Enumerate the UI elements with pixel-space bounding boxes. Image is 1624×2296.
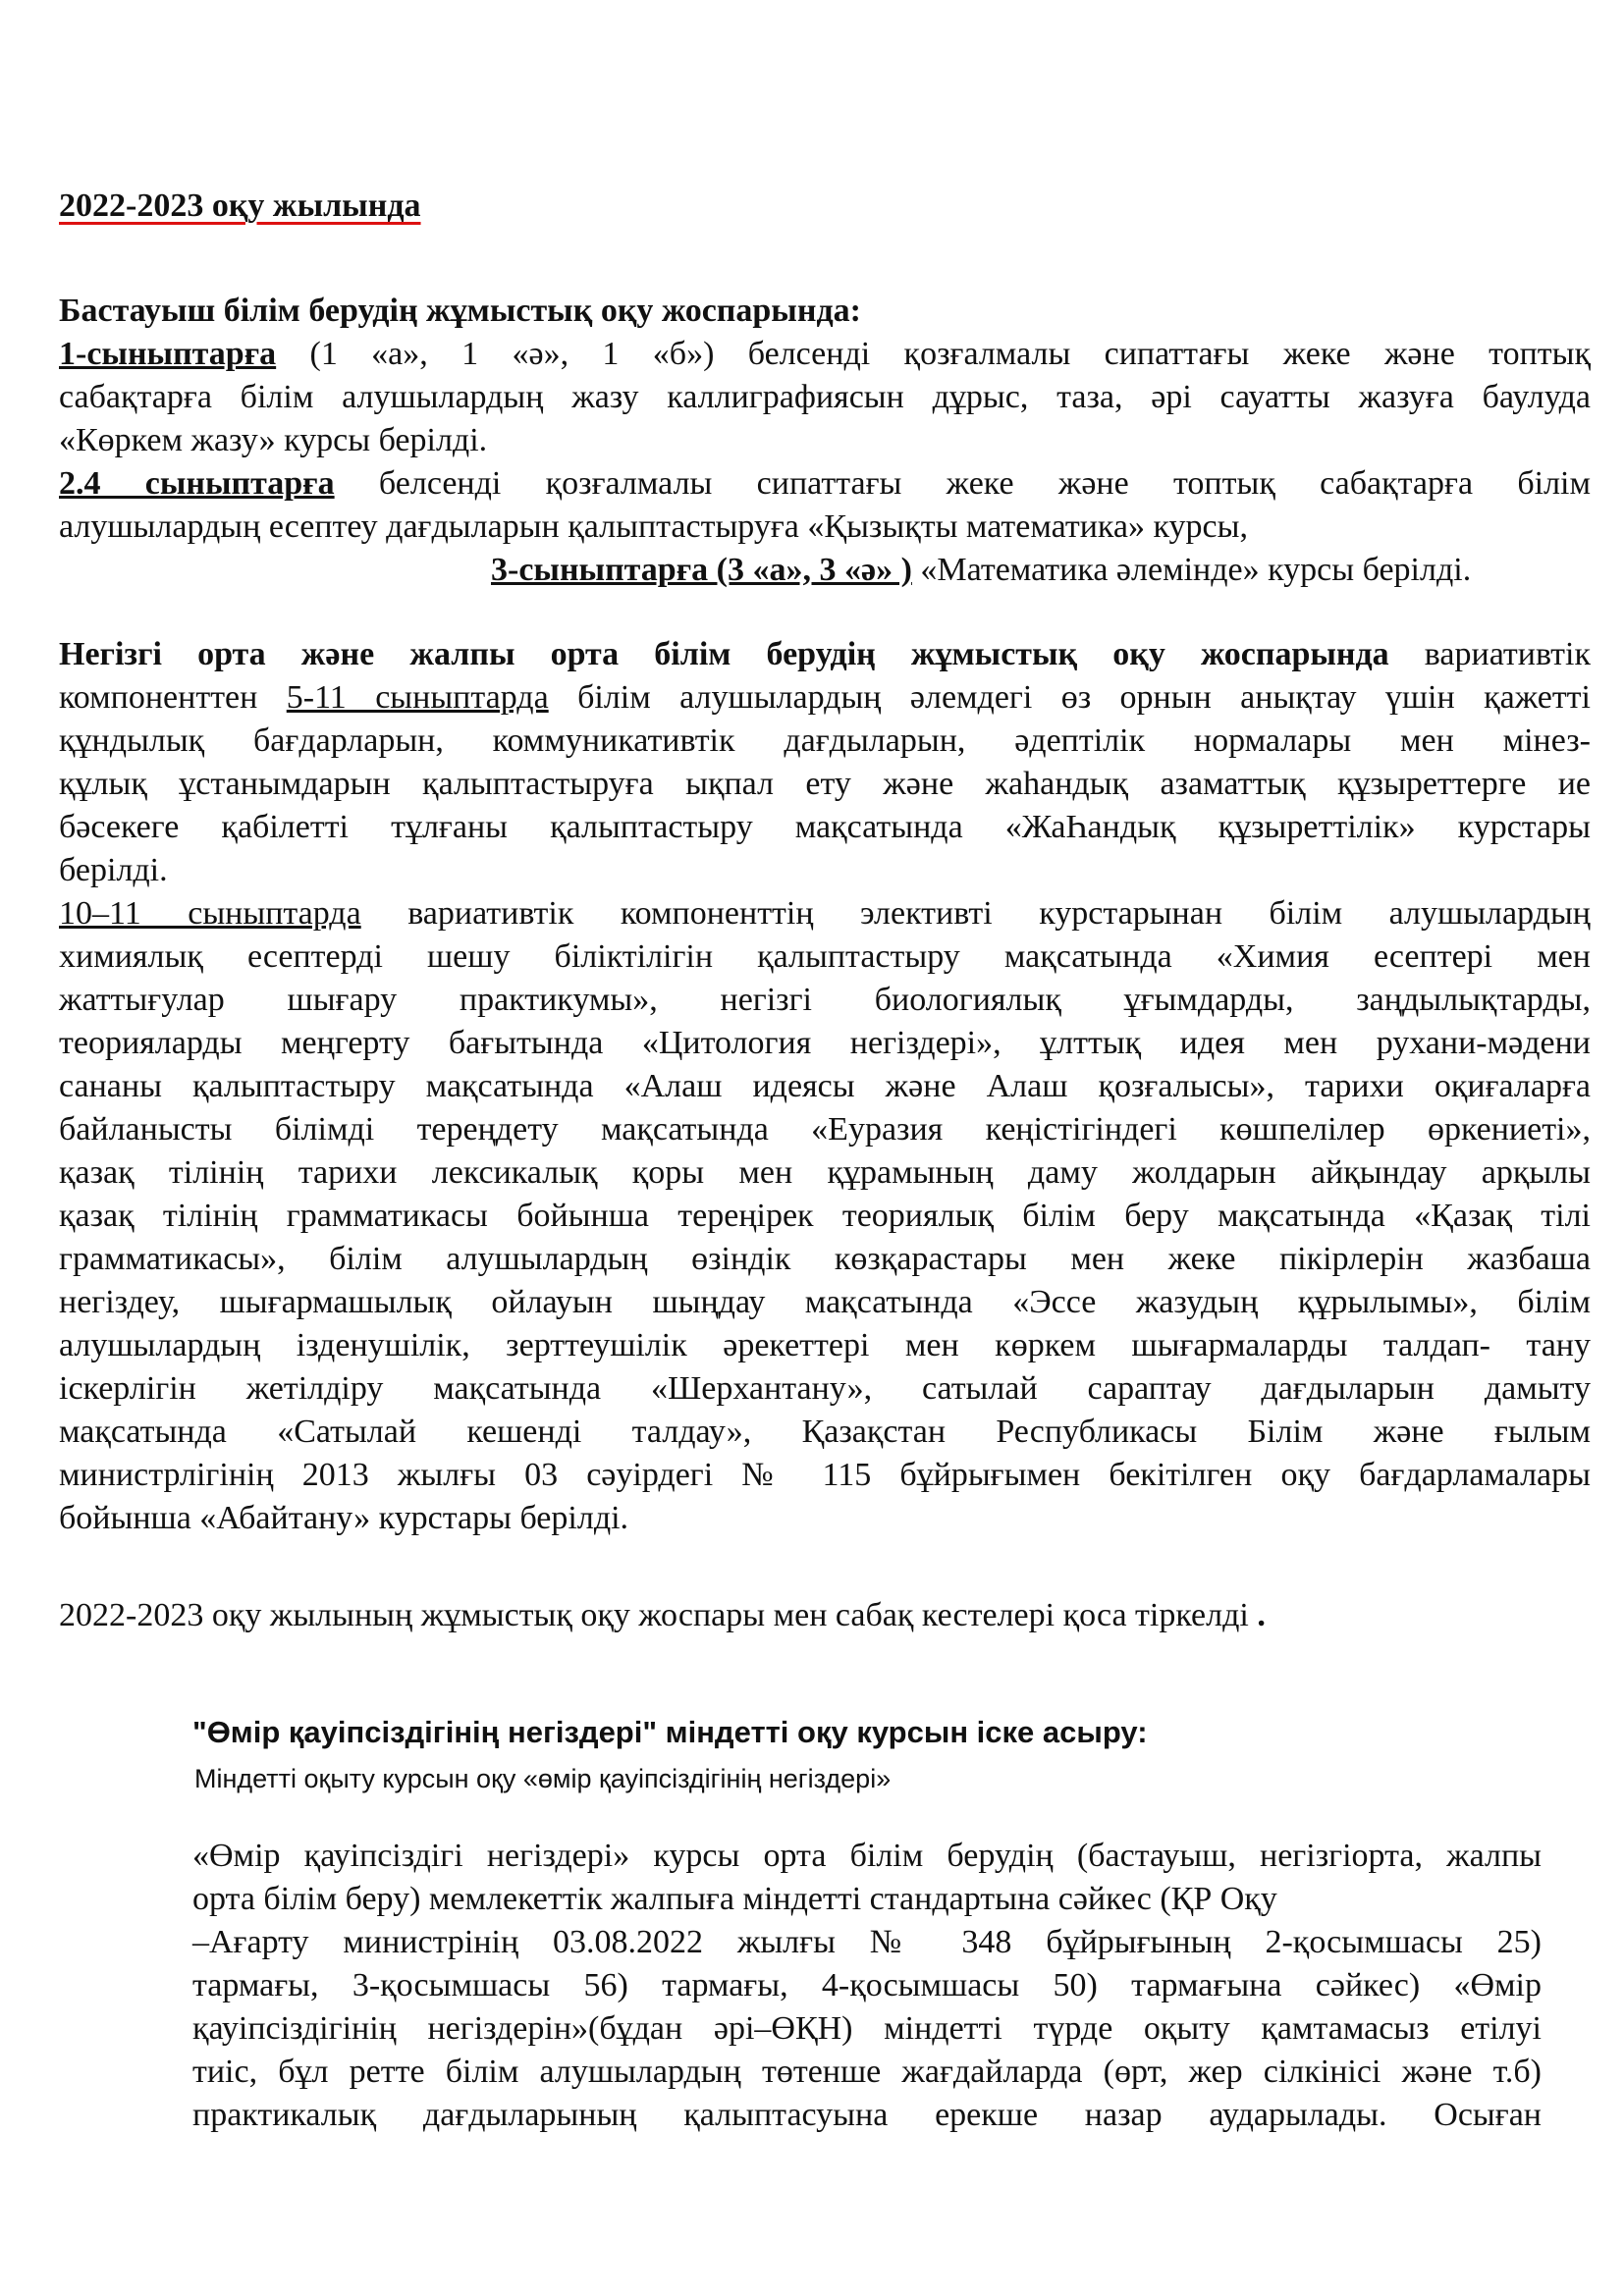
secondary-line4: құлық ұстанымдарын қалыптастыруға ықпал ету және жаһандық азаматтық құзыреттерге ие	[59, 766, 1591, 802]
secondary-p2-line12: іскерлігін жетілдіру мақсатында «Шерхантану», сатылай сараптау дағдыларын дамыту	[59, 1370, 1591, 1407]
safety-heading: "Өмір қауіпсіздігінің негіздері" міндетті оқу курсын іске асыру:	[192, 1715, 1148, 1749]
secondary-p2-line15: бойынша «Абайтану» курстары берілді.	[59, 1500, 629, 1536]
primary-p2-line1	[59, 462, 1591, 506]
safety-line6: тиіс, бұл ретте білім алушылардың төтенше жағдайларда (өрт, жер сілкінісі және т.б)	[192, 2054, 1542, 2090]
secondary-p2-line3: жаттығулар шығару практикумы», негізгі биологиялық ұғымдарды, заңдылықтарды,	[59, 982, 1591, 1018]
secondary-line6: берілді.	[59, 852, 168, 888]
secondary-p2-line8: қазақ тілінің грамматикасы бойынша тереңірек теориялық білім беру мақсатында «Қазақ тілі	[59, 1198, 1591, 1234]
attachment-dot: .	[1248, 1597, 1266, 1633]
secondary-p2-line6: байланысты білімді тереңдету мақсатында «Еуразия кеңістігіндегі көшпелілер өркениеті»,	[59, 1111, 1591, 1148]
secondary-p2-line1	[59, 892, 1591, 935]
grade3-label: 3-сыныптарға (3 «а», 3 «ә» )	[491, 552, 912, 588]
primary-heading: Бастауыш білім берудің жұмыстық оқу жоспарында:	[59, 293, 861, 329]
primary-p2-line2: алушылардың есептеу дағдыларын қалыптастыруға «Қызықты математика» курсы,	[59, 508, 1248, 545]
primary-p2-line3	[491, 549, 1471, 592]
safety-line1: «Өмір қауіпсіздігі негіздері» курсы орта білім берудің (бастауыш, негізгіорта, жалпы	[192, 1838, 1542, 1874]
safety-line4: тармағы, 3-қосымшасы 56) тармағы, 4-қосымшасы 50) тармағына сәйкес) «Өмір	[192, 1967, 1542, 2003]
secondary-line3: құндылық бағдарларын, коммуникативтік дағдыларын, әдептілік нормалары мен мінез-	[59, 722, 1591, 759]
attachment-text: 2022-2023 оқу жылының жұмыстық оқу жоспары мен сабақ кестелері қоса тіркелді	[59, 1597, 1249, 1633]
secondary-p2-line2: химиялық есептерді шешу біліктілігін қалыптастыру мақсатында «Химия есептері мен	[59, 938, 1591, 975]
primary-p1-line1	[59, 333, 1591, 376]
secondary-line2	[59, 676, 1591, 720]
secondary-p2-line1-text: вариативтік компоненттің элективті курстарынан білім алушылардың	[360, 895, 1591, 932]
secondary-p2-line11: алушылардың ізденушілік, зерттеушілік әрекеттері мен көркем шығармаларды талдап- тану	[59, 1327, 1591, 1363]
secondary-heading-rest: вариативтік	[1388, 636, 1591, 672]
grade24-label: 2.4 сыныптарға	[59, 465, 335, 502]
secondary-line2-b: білім алушылардың әлемдегі өз орнын анықтау үшін қажетті	[548, 679, 1591, 716]
grades-5-11-label: 5-11 сыныптарда	[286, 679, 549, 716]
secondary-p2-line4: теорияларды меңгерту бағытында «Цитология негіздері», ұлттық идея мен рухани-мәдени	[59, 1025, 1591, 1061]
secondary-p2-line9: грамматикасы», білім алушылардың өзіндік көзқарастары мен жеке пікірлерін жазбаша	[59, 1241, 1591, 1277]
secondary-p2-line7: қазақ тілінің тарихи лексикалық қоры мен құрамының даму жолдарын айқындау арқылы	[59, 1154, 1591, 1191]
secondary-p2-line13: мақсатында «Сатылай кешенді талдау», Қазақстан Республикасы Білім және ғылым	[59, 1414, 1591, 1450]
grade1-label: 1-сыныптарға	[59, 336, 277, 372]
secondary-p2-line10: негіздеу, шығармашылық ойлауын шыңдау мақсатында «Эссе жазудың құрылымы», білім	[59, 1284, 1591, 1320]
secondary-line2-a: компоненттен	[59, 679, 287, 716]
primary-p1-line2: сабақтарға білім алушылардың жазу каллиграфиясын дұрыс, таза, әрі сауатты жазуға баулуда	[59, 379, 1591, 415]
safety-line5: қауіпсіздігінің негіздерін»(бұдан әрі–ӨҚН) міндетті түрде оқыту қамтамасыз етілуі	[192, 2010, 1542, 2047]
secondary-heading: Негізгі орта және жалпы орта білім берудің жұмыстық оқу жоспарында	[59, 636, 1389, 672]
grades-10-11-label: 10–11 сыныптарда	[59, 895, 361, 932]
safety-subheading: Міндетті оқыту курсын оқу «өмір қауіпсіздігінің негіздері»	[194, 1764, 892, 1793]
secondary-heading-line	[59, 633, 1591, 676]
primary-p1-line3: «Көркем жазу» курсы берілді.	[59, 422, 488, 458]
primary-p2-line3-text: «Математика әлемінде» курсы берілді.	[911, 552, 1472, 588]
attachment-note	[59, 1594, 1266, 1637]
secondary-line5: бәсекеге қабілетті тұлғаны қалыптастыру мақсатында «ЖаҺандық құзыреттілік» курстары	[59, 809, 1591, 845]
primary-p1-line1-text: (1 «а», 1 «ә», 1 «б») белсенді қозғалмалы сипаттағы жеке және топтық	[276, 336, 1591, 372]
secondary-p2-line5: сананы қалыптастыру мақсатында «Алаш идеясы және Алаш қозғалысы», тарихи оқиғаларға	[59, 1068, 1591, 1104]
primary-p2-line1-text: белсенді қозғалмалы сипаттағы жеке және топтық сабақтарға білім	[334, 465, 1591, 502]
safety-line2: орта білім беру) мемлекеттік жалпыға міндетті стандартына сәйкес (ҚР Оқу	[192, 1881, 1277, 1917]
safety-line7: практикалық дағдыларының қалыптасуына ерекше назар аударылады. Осыған	[192, 2097, 1542, 2133]
secondary-p2-line14: министрлігінің 2013 жылғы 03 сәуірдегі № 115 бұйрығымен бекітілген оқу бағдарламалары	[59, 1457, 1591, 1493]
safety-line3: –Ағарту министрінің 03.08.2022 жылғы № 348 бұйрығының 2-қосымшасы 25)	[192, 1924, 1542, 1960]
year-title: 2022-2023 оқу жылында	[59, 187, 421, 224]
